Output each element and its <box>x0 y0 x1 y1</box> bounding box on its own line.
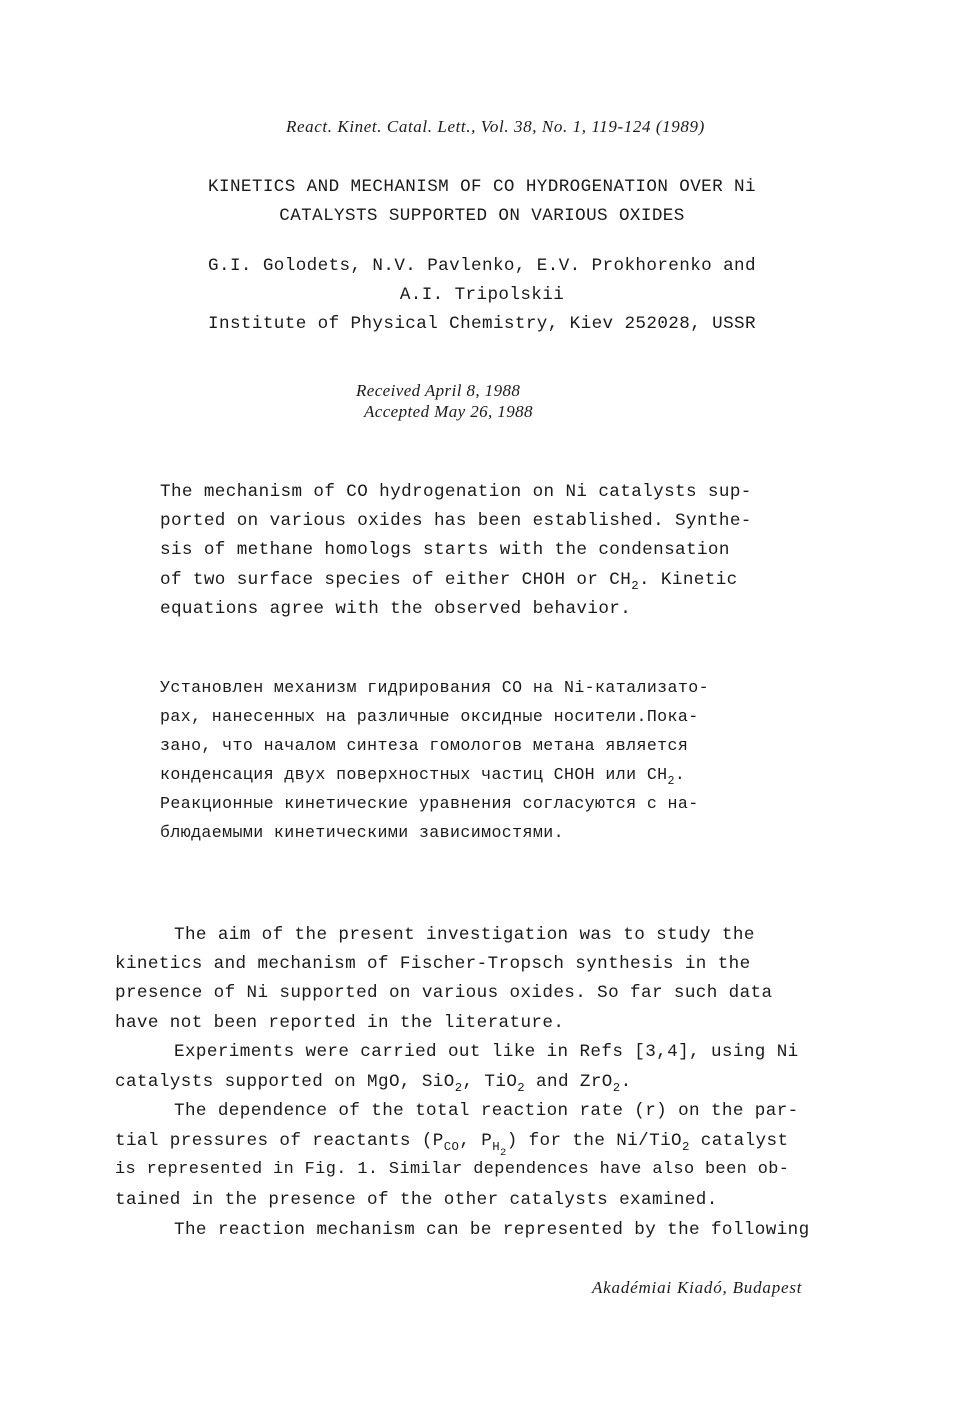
abstract-ru-line: Реакционные кинетические уравнения согласуются с на- <box>160 794 699 813</box>
body-line: is represented in Fig. 1. Similar dependences have also been ob- <box>115 1160 790 1179</box>
body-line: The reaction mechanism can be represented by the following <box>174 1220 810 1240</box>
body-line: catalysts supported on MgO, SiO$_2$, TiO$_2$ and ZrO$_2$. <box>115 1072 632 1095</box>
abstract-en-line: of two surface species of either CHOH or $CH_2$. Kinetic <box>160 570 738 593</box>
abstract-ru-line: конденсация двух поверхностных частиц CHOH или $CH_2$. <box>160 765 686 788</box>
abstract-en-line: equations agree with the observed behavior. <box>160 599 632 619</box>
abstract-ru-line: блюдаемыми кинетическими зависимостями. <box>160 823 564 842</box>
received-date: Received April 8, 1988 <box>356 381 521 400</box>
body-line: tained in the presence of the other catalysts examined. <box>115 1190 718 1210</box>
abstract-en-line: ported on various oxides has been established. Synthe- <box>160 511 752 531</box>
authors-line-1: G.I. Golodets, N.V. Pavlenko, E.V. Prokhorenko and <box>208 256 756 276</box>
journal-citation: React. Kinet. Catal. Lett., Vol. 38, No. 1, 119-124 (1989) <box>286 117 705 136</box>
abstract-en-line: The mechanism of CO hydrogenation on Ni catalysts sup- <box>160 482 752 502</box>
authors-line-2: A.I. Tripolskii <box>399 285 565 305</box>
abstract-ru-line: зано, что началом синтеза гомологов метана является <box>160 736 689 755</box>
body-line: The dependence of the total reaction rate (r) on the par- <box>174 1101 799 1121</box>
body-line: presence of Ni supported on various oxides. So far such data <box>115 983 773 1003</box>
abstract-ru-line: Установлен механизм гидрирования CO на Ni-катализато- <box>160 678 709 697</box>
paper-title-line-2: CATALYSTS SUPPORTED ON VARIOUS OXIDES <box>279 206 685 226</box>
paper-title-line-1: KINETICS AND MECHANISM OF CO HYDROGENATION OVER Ni <box>208 177 756 197</box>
body-line: tial pressures of reactants ($P_{CO}$, $P_{H_2}$) for the Ni/TiO$_2$ catalyst <box>115 1131 789 1159</box>
abstract-en-line: sis of methane homologs starts with the condensation <box>160 540 730 560</box>
publisher-footer: Akadémiai Kiadó, Budapest <box>592 1278 803 1297</box>
institute: Institute of Physical Chemistry, Kiev 252028, USSR <box>208 314 756 334</box>
accepted-date: Accepted May 26, 1988 <box>364 402 533 421</box>
body-line: kinetics and mechanism of Fischer-Tropsch synthesis in the <box>115 954 751 974</box>
abstract-ru-line: рах, нанесенных на различные оксидные носители.Пока- <box>160 707 699 726</box>
body-line: have not been reported in the literature. <box>115 1013 565 1033</box>
body-line: Experiments were carried out like in Refs [3,4], using Ni <box>174 1042 799 1062</box>
body-line: The aim of the present investigation was to study the <box>174 925 755 945</box>
